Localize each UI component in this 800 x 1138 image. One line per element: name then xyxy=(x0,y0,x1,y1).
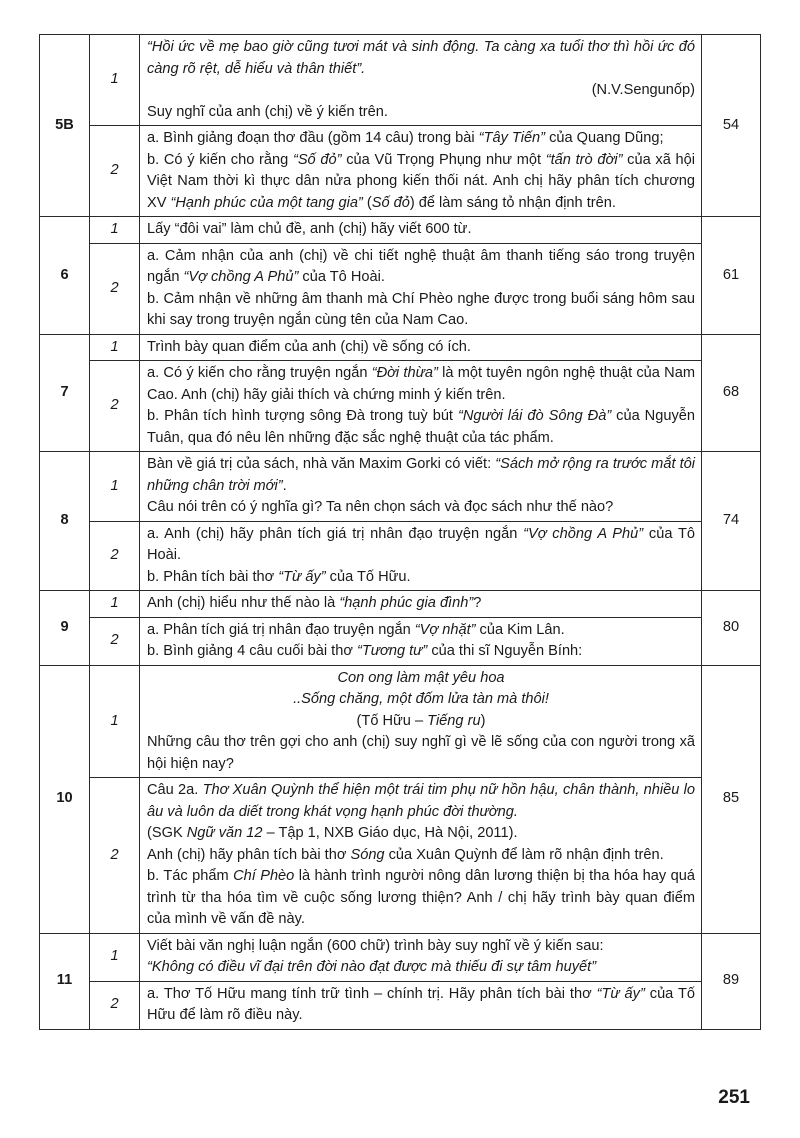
page-reference: 85 xyxy=(702,665,761,933)
question-number: 1 xyxy=(90,591,140,618)
section-number: 7 xyxy=(40,334,90,452)
page-reference: 68 xyxy=(702,334,761,452)
question-number: 2 xyxy=(90,617,140,665)
option-a: a. Có ý kiến cho rằng truyện ngắn “Đời thừa” là một tuyên ngôn nghệ thuật của Nam Cao. Anh (chị) hãy giải thích và chứng minh ý kiến trên. xyxy=(147,365,695,403)
page-reference: 74 xyxy=(702,452,761,591)
option-b: b. Cảm nhận về những âm thanh mà Chí Phèo nghe được trong buổi sáng hôm sau khi say trong truyện ngắn cùng tên của Nam Cao. xyxy=(147,290,695,328)
question-text: Anh (chị) hiểu như thế nào là “hạnh phúc gia đình”? xyxy=(140,591,702,618)
option-b: b. Phân tích hình tượng sông Đà trong tuỳ bút “Người lái đò Sông Đà” của Nguyễn Tuân, qua đó nêu lên những đặc sắc nghệ thuật của tác phẩm. xyxy=(147,408,695,446)
page-reference: 80 xyxy=(702,591,761,666)
page-number: 251 xyxy=(718,1087,750,1108)
question-text: a. Thơ Tố Hữu mang tính trữ tình – chính trị. Hãy phân tích bài thơ “Từ ấy” của Tố Hữu để làm rõ điều này. xyxy=(140,981,702,1029)
prompt-text: Những câu thơ trên gợi cho anh (chị) suy nghĩ gì về lẽ sống của con người trong xã hội hiện nay? xyxy=(147,734,695,772)
question-number: 2 xyxy=(90,243,140,334)
question-number: 2 xyxy=(90,361,140,452)
table-row xyxy=(40,243,761,334)
option-b: b. Tác phẩm Chí Phèo là hành trình người nông dân lương thiện bị tha hóa hay quá trình từ tha hóa tìm về cuộc sống lương thiện? Anh / chị hãy trình bày quan điểm của mình về vấn đề này. xyxy=(147,868,695,927)
table-row xyxy=(40,334,761,361)
quote-text: “Hồi ức về mẹ bao giờ cũng tươi mát và sinh động. Ta càng xa tuổi thơ thì hồi ức đó càng rõ rệt, dễ hiểu và thân thiết”. xyxy=(147,39,695,77)
quote-author: (N.V.Sengunốp) xyxy=(591,82,695,98)
section-number: 11 xyxy=(40,933,90,1029)
prompt-text: Viết bài văn nghị luận ngắn (600 chữ) trình bày suy nghĩ về ý kiến sau: xyxy=(147,937,604,954)
page-reference: 54 xyxy=(702,35,761,217)
option-b: b. Có ý kiến cho rằng “Số đỏ” của Vũ Trọng Phụng như một “tấn trò đời” của xã hội Việt Nam thời kì thực dân nửa phong kiến thối nát. Anh chị hãy phân tích chương XV “Hạnh phúc của một tang gia” (Số đỏ) để làm sáng tỏ nhận định trên. xyxy=(147,151,696,211)
quote-line: Bàn về giá trị của sách, nhà văn Maxim Gorki có viết: “Sách mở rộng ra trước mắt tôi những chân trời mới”. xyxy=(147,456,695,494)
prompt-text: Anh (chị) hãy phân tích bài thơ Sóng của Xuân Quỳnh để làm rõ nhận định trên. xyxy=(147,846,664,863)
question-number: 1 xyxy=(90,217,140,244)
quote-text: “Không có điều vĩ đại trên đời nào đạt được mà thiếu đi sự tâm huyết” xyxy=(147,959,597,975)
question-text xyxy=(140,665,702,778)
section-number: 5B xyxy=(40,35,90,217)
table-row xyxy=(40,452,761,522)
table-row xyxy=(40,933,761,981)
table-row xyxy=(40,217,761,244)
question-number: 2 xyxy=(90,981,140,1029)
question-text: Trình bày quan điểm của anh (chị) về sống có ích. xyxy=(140,334,702,361)
option-a: a. Anh (chị) hãy phân tích giá trị nhân đạo truyện ngắn “Vợ chồng A Phủ” của Tô Hoài. xyxy=(147,525,695,563)
question-text xyxy=(140,521,702,591)
reference-text: (SGK Ngữ văn 12 – Tập 1, NXB Giáo dục, Hà Nội, 2011). xyxy=(147,825,518,841)
table-row xyxy=(40,521,761,591)
table-row xyxy=(40,778,761,934)
prompt-text: Câu nói trên có ý nghĩa gì? Ta nên chọn sách và đọc sách như thế nào? xyxy=(147,499,614,515)
table-row xyxy=(40,361,761,452)
option-b: b. Phân tích bài thơ “Từ ấy” của Tố Hữu. xyxy=(147,568,411,585)
question-number: 1 xyxy=(90,334,140,361)
question-number: 1 xyxy=(90,933,140,981)
question-text xyxy=(140,778,702,934)
option-a: a. Bình giảng đoạn thơ đầu (gồm 14 câu) trong bài “Tây Tiến” của Quang Dũng; xyxy=(147,130,664,146)
table-row xyxy=(40,617,761,665)
poem-source: (Tố Hữu – Tiếng ru) xyxy=(356,712,486,729)
question-number: 2 xyxy=(90,778,140,934)
page-reference: 89 xyxy=(702,933,761,1029)
poem-line: Con ong làm mật yêu hoa xyxy=(337,669,505,686)
table-row xyxy=(40,591,761,618)
option-a: a. Phân tích giá trị nhân đạo truyện ngắn “Vợ nhặt” của Kim Lân. xyxy=(147,621,565,638)
question-text xyxy=(140,452,702,522)
section-number: 6 xyxy=(40,217,90,335)
question-number: 1 xyxy=(90,452,140,522)
table-row xyxy=(40,665,761,778)
question-number: 2 xyxy=(90,521,140,591)
option-a: a. Cảm nhận của anh (chị) về chi tiết nghệ thuật âm thanh tiếng sáo trong truyện ngắn “Vợ chồng A Phủ” của Tô Hoài. xyxy=(147,247,695,285)
table-row xyxy=(40,981,761,1029)
question-number: 1 xyxy=(90,665,140,778)
page-reference: 61 xyxy=(702,217,761,335)
poem-line: ..Sống chăng, một đốm lửa tàn mà thôi! xyxy=(293,691,549,707)
question-number: 2 xyxy=(90,126,140,217)
question-text: Lấy “đôi vai” làm chủ đề, anh (chị) hãy viết 600 từ. xyxy=(140,217,702,244)
question-text xyxy=(140,361,702,452)
section-number: 10 xyxy=(40,665,90,933)
question-text xyxy=(140,35,702,126)
question-number: 1 xyxy=(90,35,140,126)
section-number: 8 xyxy=(40,452,90,591)
option-b: b. Bình giảng 4 câu cuối bài thơ “Tương tư” của thi sĩ Nguyễn Bính: xyxy=(147,643,583,659)
question-text xyxy=(140,933,702,981)
question-text xyxy=(140,126,702,217)
exam-topics-table xyxy=(39,34,761,1030)
table-row xyxy=(40,126,761,217)
table-row xyxy=(40,35,761,126)
prompt-text: Suy nghĩ của anh (chị) về ý kiến trên. xyxy=(147,103,388,120)
question-text xyxy=(140,243,702,334)
question-text xyxy=(140,617,702,665)
section-number: 9 xyxy=(40,591,90,666)
option-a: Câu 2a. Thơ Xuân Quỳnh thể hiện một trái tim phụ nữ hồn hậu, chân thành, nhiều lo âu và luôn da diết trong khát vọng hạnh phúc đời thường. xyxy=(147,782,695,820)
